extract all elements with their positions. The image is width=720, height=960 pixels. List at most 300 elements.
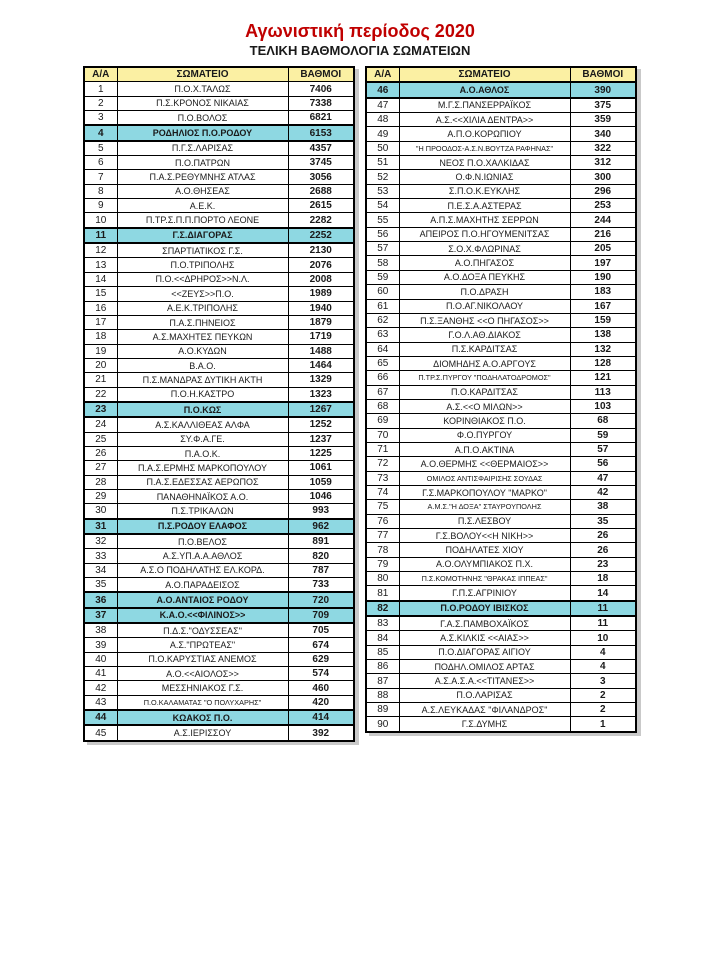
table-row (84, 504, 354, 519)
points-cell: 720 (288, 592, 354, 607)
rank-cell: 40 (84, 652, 117, 666)
points-cell: 1464 (288, 358, 354, 372)
rank-cell: 6 (84, 156, 117, 170)
club-cell: Φ.Ο.ΠΥΡΓΟΥ (399, 428, 570, 442)
rank-cell: 88 (366, 688, 399, 702)
table-row (84, 623, 354, 638)
points-cell: 322 (570, 141, 636, 155)
rank-cell: 49 (366, 127, 399, 141)
rank-cell: 60 (366, 285, 399, 299)
points-cell: 2688 (288, 184, 354, 198)
club-cell: Π.Σ.ΞΑΝΘΗΣ <<Ο ΠΗΓΑΣΟΣ>> (399, 313, 570, 327)
club-cell: Π.Σ.ΚΟΜΟΤΗΝΗΣ "ΘΡΑΚΑΣ ΙΠΠΕΑΣ" (399, 572, 570, 586)
points-cell: 300 (570, 170, 636, 184)
table-row (84, 228, 354, 243)
points-cell: 183 (570, 285, 636, 299)
rank-cell: 27 (84, 461, 117, 475)
club-cell: Π.Δ.Σ."ΟΔΥΣΣΕΑΣ" (117, 623, 288, 638)
points-cell: 26 (570, 529, 636, 543)
rank-cell: 61 (366, 299, 399, 313)
points-cell: 414 (288, 710, 354, 725)
club-cell: Α.Ο.ΔΟΞΑ ΠΕΥΚΗΣ (399, 270, 570, 284)
table-row (84, 258, 354, 272)
points-cell: 1940 (288, 301, 354, 315)
rank-cell: 53 (366, 184, 399, 198)
rank-cell: 56 (366, 227, 399, 241)
rank-cell: 33 (84, 549, 117, 563)
rank-cell: 12 (84, 243, 117, 258)
table-row (366, 631, 636, 645)
club-cell: ΚΟΡΙΝΘΙΑΚΟΣ Π.Ο. (399, 414, 570, 428)
club-cell: Α.Μ.Σ."Η ΔΟΞΑ" ΣΤΑΥΡΟΥΠΟΛΗΣ (399, 500, 570, 514)
club-cell: Π.Ο.Η.ΚΑΣΤΡΟ (117, 387, 288, 402)
rank-cell: 37 (84, 608, 117, 623)
points-cell: 629 (288, 652, 354, 666)
rank-cell: 13 (84, 258, 117, 272)
table-row (84, 489, 354, 503)
points-cell: 11 (570, 616, 636, 631)
table-row (366, 660, 636, 674)
table-row (84, 608, 354, 623)
table-row (366, 371, 636, 385)
table-row (366, 385, 636, 399)
club-cell: Π.Α.Σ.ΕΡΜΗΣ ΜΑΡΚΟΠΟΥΛΟΥ (117, 461, 288, 475)
points-cell: 340 (570, 127, 636, 141)
club-cell: Π.Ο.ΔΡΑΣΗ (399, 285, 570, 299)
table-row (366, 156, 636, 170)
club-cell: Π.Ο.ΡΟΔΟΥ ΙΒΙΣΚΟΣ (399, 601, 570, 616)
table-row (366, 414, 636, 428)
rank-header: Α/Α (84, 67, 117, 82)
table-row (366, 500, 636, 514)
points-cell: 359 (570, 113, 636, 127)
table-row (84, 695, 354, 710)
club-cell: ΔΙΟΜΗΔΗΣ Α.Ο.ΑΡΓΟΥΣ (399, 356, 570, 370)
table-row (366, 313, 636, 327)
points-cell: 460 (288, 681, 354, 695)
rank-cell: 73 (366, 471, 399, 485)
rank-cell: 63 (366, 328, 399, 342)
rank-cell: 38 (84, 623, 117, 638)
points-cell: 253 (570, 199, 636, 213)
points-cell: 2 (570, 703, 636, 717)
table-row (84, 592, 354, 607)
club-header: ΣΩΜΑΤΕΙΟ (117, 67, 288, 82)
points-cell: 392 (288, 725, 354, 740)
club-cell: Π.Ο.ΚΩΣ (117, 402, 288, 417)
points-cell: 244 (570, 213, 636, 227)
club-cell: Α.Σ.ΙΕΡΙΣΣΟΥ (117, 725, 288, 740)
table-row (366, 270, 636, 284)
table-row (366, 529, 636, 543)
table-row (84, 141, 354, 156)
club-cell: Π.Γ.Σ.ΛΑΡΙΣΑΣ (117, 141, 288, 156)
club-cell: ΑΠΕΙΡΟΣ Π.Ο.ΗΓΟΥΜΕΝΙΤΣΑΣ (399, 227, 570, 241)
rank-cell: 71 (366, 442, 399, 456)
table-row (366, 645, 636, 659)
rank-cell: 59 (366, 270, 399, 284)
points-cell: 128 (570, 356, 636, 370)
standings-table-left (83, 66, 355, 742)
club-cell: Π.Ο.ΒΕΛΟΣ (117, 534, 288, 549)
club-cell: ΚΩΑΚΟΣ Π.Ο. (117, 710, 288, 725)
rank-cell: 44 (84, 710, 117, 725)
table-row (366, 184, 636, 198)
points-cell: 216 (570, 227, 636, 241)
rank-cell: 66 (366, 371, 399, 385)
standings-tables (0, 66, 720, 742)
table-row (84, 170, 354, 184)
points-cell: 14 (570, 586, 636, 601)
points-cell: 38 (570, 500, 636, 514)
points-cell: 11 (570, 601, 636, 616)
club-cell: Α.Σ.Ο ΠΟΔΗΛΑΤΗΣ ΕΛ.ΚΟΡΔ. (117, 563, 288, 577)
points-cell: 1061 (288, 461, 354, 475)
table-row (84, 725, 354, 740)
table-row (84, 96, 354, 110)
table-row (84, 432, 354, 446)
club-cell: Π.Α.Σ.ΕΔΕΣΣΑΣ ΑΕΡΩΠΟΣ (117, 475, 288, 489)
points-cell: 1323 (288, 387, 354, 402)
table-row (84, 519, 354, 534)
club-cell: Α.Σ."ΠΡΩΤΕΑΣ" (117, 638, 288, 652)
points-cell: 993 (288, 504, 354, 519)
rank-cell: 7 (84, 170, 117, 184)
club-cell: Α.Σ.ΛΕΥΚΑΔΑΣ "ΦΙΛΑΝΔΡΟΣ" (399, 703, 570, 717)
rank-cell: 36 (84, 592, 117, 607)
club-cell: ΟΜΙΛΟΣ ΑΝΤΙΣΦΑΙΡΙΣΗΣ ΣΟΥΔΑΣ (399, 471, 570, 485)
rank-cell: 18 (84, 330, 117, 344)
club-cell: Π.Σ.ΚΑΡΔΙΤΣΑΣ (399, 342, 570, 356)
table-row (84, 387, 354, 402)
table-row (84, 213, 354, 228)
points-cell: 2076 (288, 258, 354, 272)
table-row (366, 557, 636, 571)
table-row (84, 125, 354, 140)
table-row (84, 373, 354, 387)
points-cell: 3745 (288, 156, 354, 170)
rank-cell: 55 (366, 213, 399, 227)
rank-cell: 41 (84, 667, 117, 681)
points-cell: 6153 (288, 125, 354, 140)
points-cell: 2130 (288, 243, 354, 258)
rank-cell: 20 (84, 358, 117, 372)
table-row (366, 717, 636, 732)
rank-cell: 43 (84, 695, 117, 710)
club-cell: Π.Ε.Σ.Α.ΑΣΤΕΡΑΣ (399, 199, 570, 213)
rank-cell: 34 (84, 563, 117, 577)
table-row (84, 549, 354, 563)
points-cell: 190 (570, 270, 636, 284)
points-header: ΒΑΘΜΟΙ (288, 67, 354, 82)
rank-cell: 23 (84, 402, 117, 417)
rank-cell: 70 (366, 428, 399, 442)
rank-cell: 35 (84, 578, 117, 593)
header-row (84, 67, 354, 82)
points-cell: 2282 (288, 213, 354, 228)
club-cell: Π.Ο.ΠΑΤΡΩΝ (117, 156, 288, 170)
table-row (366, 442, 636, 456)
club-cell: Π.ΤΡ.Σ.ΠΥΡΓΟΥ "ΠΟΔΗΛΑΤΟΔΡΟΜΟΣ" (399, 371, 570, 385)
table-row (366, 703, 636, 717)
points-cell: 1267 (288, 402, 354, 417)
club-cell: Π.ΤΡ.Σ.Π.Π.ΠΟΡΤΟ ΛΕΟΝΕ (117, 213, 288, 228)
rank-cell: 52 (366, 170, 399, 184)
rank-cell: 87 (366, 674, 399, 688)
rank-cell: 68 (366, 399, 399, 413)
club-cell: Π.Α.Σ.ΠΗΝΕΙΟΣ (117, 315, 288, 329)
rank-cell: 65 (366, 356, 399, 370)
points-cell: 1046 (288, 489, 354, 503)
table-row (366, 328, 636, 342)
table-row (366, 356, 636, 370)
rank-cell: 32 (84, 534, 117, 549)
club-cell: Π.Α.Σ.ΡΕΘΥΜΝΗΣ ΑΤΛΑΣ (117, 170, 288, 184)
points-cell: 47 (570, 471, 636, 485)
page-title: Αγωνιστική περίοδος 2020 (245, 21, 475, 41)
rank-cell: 8 (84, 184, 117, 198)
rank-cell: 9 (84, 199, 117, 213)
table-row (84, 184, 354, 198)
table-row (84, 638, 354, 652)
rank-cell: 67 (366, 385, 399, 399)
points-cell: 733 (288, 578, 354, 593)
points-cell: 1 (570, 717, 636, 732)
rank-cell: 76 (366, 514, 399, 528)
table-row (84, 301, 354, 315)
club-cell: ΣΥ.Φ.Α.ΓΕ. (117, 432, 288, 446)
table-row (84, 667, 354, 681)
rank-cell: 14 (84, 272, 117, 286)
club-cell: ΠΑΝΑΘΗΝΑΪΚΟΣ Α.Ο. (117, 489, 288, 503)
rank-cell: 75 (366, 500, 399, 514)
rank-cell: 64 (366, 342, 399, 356)
club-cell: Α.Ο.ΑΘΛΟΣ (399, 82, 570, 97)
rank-cell: 5 (84, 141, 117, 156)
rank-cell: 90 (366, 717, 399, 732)
points-cell: 59 (570, 428, 636, 442)
table-row (84, 652, 354, 666)
club-cell: Γ.Σ.ΒΟΛΟΥ<<Η ΝΙΚΗ>> (399, 529, 570, 543)
table-row (84, 578, 354, 593)
points-cell: 375 (570, 98, 636, 113)
points-cell: 1252 (288, 417, 354, 432)
club-cell: Π.Ο.ΔΙΑΓΟΡΑΣ ΑΙΓΙΟΥ (399, 645, 570, 659)
table-row (366, 601, 636, 616)
table-row (366, 674, 636, 688)
table-row (366, 170, 636, 184)
rank-cell: 22 (84, 387, 117, 402)
points-cell: 962 (288, 519, 354, 534)
rank-cell: 10 (84, 213, 117, 228)
table-row (366, 586, 636, 601)
rank-cell: 54 (366, 199, 399, 213)
points-cell: 1879 (288, 315, 354, 329)
points-cell: 1059 (288, 475, 354, 489)
club-cell: Π.Σ.ΡΟΔΟΥ ΕΛΑΦΟΣ (117, 519, 288, 534)
points-cell: 390 (570, 82, 636, 97)
club-cell: Ο.Φ.Ν.ΙΩΝΙΑΣ (399, 170, 570, 184)
points-header: ΒΑΘΜΟΙ (570, 67, 636, 82)
rank-cell: 74 (366, 485, 399, 499)
table-row (366, 543, 636, 557)
points-cell: 705 (288, 623, 354, 638)
points-cell: 42 (570, 485, 636, 499)
table-row (366, 213, 636, 227)
points-cell: 57 (570, 442, 636, 456)
table-row (366, 485, 636, 499)
table-row (366, 428, 636, 442)
table-row (366, 285, 636, 299)
table-row (366, 471, 636, 485)
rank-cell: 57 (366, 242, 399, 256)
rank-cell: 16 (84, 301, 117, 315)
club-cell: Π.Σ.ΤΡΙΚΑΛΩΝ (117, 504, 288, 519)
table-row (84, 446, 354, 460)
club-cell: Π.Σ.ΛΕΣΒΟΥ (399, 514, 570, 528)
club-cell: Α.Ο.ΠΗΓΑΣΟΣ (399, 256, 570, 270)
club-cell: Α.Ο.ΠΑΡΑΔΕΙΣΟΣ (117, 578, 288, 593)
header-row (366, 67, 636, 82)
table-row (84, 534, 354, 549)
rank-cell: 50 (366, 141, 399, 155)
points-cell: 2252 (288, 228, 354, 243)
table-row (84, 344, 354, 358)
rank-cell: 26 (84, 446, 117, 460)
club-cell: Π.Ο.Χ.ΤΑΛΩΣ (117, 82, 288, 96)
points-cell: 1488 (288, 344, 354, 358)
rank-cell: 81 (366, 586, 399, 601)
table-row (84, 199, 354, 213)
points-cell: 113 (570, 385, 636, 399)
rank-cell: 11 (84, 228, 117, 243)
table-row (84, 563, 354, 577)
rank-cell: 45 (84, 725, 117, 740)
standings-table-right (365, 66, 637, 733)
club-cell: ΝΕΟΣ Π.Ο.ΧΑΛΚΙΔΑΣ (399, 156, 570, 170)
points-cell: 820 (288, 549, 354, 563)
club-cell: Π.Ο.ΚΑΡΔΙΤΣΑΣ (399, 385, 570, 399)
rank-cell: 69 (366, 414, 399, 428)
points-cell: 1329 (288, 373, 354, 387)
table-row (366, 82, 636, 97)
rank-cell: 1 (84, 82, 117, 96)
rank-cell: 15 (84, 287, 117, 301)
table-row (84, 243, 354, 258)
table-row (366, 514, 636, 528)
points-cell: 709 (288, 608, 354, 623)
rank-cell: 78 (366, 543, 399, 557)
points-cell: 159 (570, 313, 636, 327)
points-cell: 312 (570, 156, 636, 170)
club-cell: Π.Ο.ΚΑΡΥΣΤΙΑΣ ΑΝΕΜΟΣ (117, 652, 288, 666)
rank-cell: 58 (366, 256, 399, 270)
club-cell: Α.Ο.ΟΛΥΜΠΙΑΚΟΣ Π.Χ. (399, 557, 570, 571)
rank-cell: 89 (366, 703, 399, 717)
club-cell: Γ.Σ.ΔΙΑΓΟΡΑΣ (117, 228, 288, 243)
rank-cell: 4 (84, 125, 117, 140)
rank-cell: 3 (84, 111, 117, 126)
table-row (84, 272, 354, 286)
points-cell: 23 (570, 557, 636, 571)
club-cell: ΣΠΑΡΤΙΑΤΙΚΟΣ Γ.Σ. (117, 243, 288, 258)
points-cell: 2 (570, 688, 636, 702)
table-row (366, 256, 636, 270)
points-cell: 68 (570, 414, 636, 428)
club-cell: Π.Α.Ο.Κ. (117, 446, 288, 460)
club-cell: Π.Σ.ΚΡΟΝΟΣ ΝΙΚΑΙΑΣ (117, 96, 288, 110)
rank-cell: 24 (84, 417, 117, 432)
table-row (366, 572, 636, 586)
table-row (84, 287, 354, 301)
table-row (366, 342, 636, 356)
rank-cell: 28 (84, 475, 117, 489)
points-cell: 3 (570, 674, 636, 688)
rank-cell: 72 (366, 457, 399, 471)
points-cell: 420 (288, 695, 354, 710)
points-cell: 1719 (288, 330, 354, 344)
points-cell: 26 (570, 543, 636, 557)
club-cell: Γ.Ο.Λ.ΑΘ.ΔΙΑΚΟΣ (399, 328, 570, 342)
table-row (366, 98, 636, 113)
club-cell: ΠΟΔΗΛ.ΟΜΙΛΟΣ ΑΡΤΑΣ (399, 660, 570, 674)
club-cell: Α.Π.Ο.ΚΟΡΩΠΙΟΥ (399, 127, 570, 141)
page-subtitle: ΤΕΛΙΚΗ ΒΑΘΜΟΛΟΓΙΑ ΣΩΜΑΤΕΙΩΝ (249, 43, 471, 58)
points-cell: 296 (570, 184, 636, 198)
table-row (366, 141, 636, 155)
points-cell: 167 (570, 299, 636, 313)
table-row (84, 681, 354, 695)
rank-cell: 21 (84, 373, 117, 387)
table-row (366, 199, 636, 213)
rank-cell: 17 (84, 315, 117, 329)
points-cell: 1225 (288, 446, 354, 460)
points-cell: 138 (570, 328, 636, 342)
club-cell: Α.Π.Ο.ΑΚΤΙΝΑ (399, 442, 570, 456)
club-cell: Γ.Α.Σ.ΠΑΜΒΟΧΑΪΚΟΣ (399, 616, 570, 631)
points-cell: 18 (570, 572, 636, 586)
table-row (84, 710, 354, 725)
club-cell: Γ.Π.Σ.ΑΓΡΙΝΙΟΥ (399, 586, 570, 601)
rank-cell: 80 (366, 572, 399, 586)
rank-cell: 31 (84, 519, 117, 534)
points-cell: 7338 (288, 96, 354, 110)
table-row (366, 127, 636, 141)
points-cell: 103 (570, 399, 636, 413)
table-row (84, 402, 354, 417)
club-cell: Α.Σ.ΜΑΧΗΤΕΣ ΠΕΥΚΩΝ (117, 330, 288, 344)
points-cell: 197 (570, 256, 636, 270)
table-row (366, 227, 636, 241)
club-cell: <<ΖΕΥΣ>>Π.Ο. (117, 287, 288, 301)
club-cell: Α.Ο.ΑΝΤΑΙΟΣ ΡΟΔΟΥ (117, 592, 288, 607)
club-cell: Σ.Π.Ο.Κ.ΕΥΚΛΗΣ (399, 184, 570, 198)
points-cell: 4357 (288, 141, 354, 156)
club-cell: Α.Σ.Α.Σ.Α.<<ΤΙΤΑΝΕΣ>> (399, 674, 570, 688)
points-cell: 2615 (288, 199, 354, 213)
rank-cell: 84 (366, 631, 399, 645)
club-cell: Π.Ο.ΑΓ.ΝΙΚΟΛΑΟΥ (399, 299, 570, 313)
rank-cell: 30 (84, 504, 117, 519)
club-cell: Α.Ο.ΘΕΡΜΗΣ <<ΘΕΡΜΑΙΟΣ>> (399, 457, 570, 471)
club-cell: Β.Α.Ο. (117, 358, 288, 372)
rank-cell: 85 (366, 645, 399, 659)
points-cell: 35 (570, 514, 636, 528)
points-cell: 10 (570, 631, 636, 645)
rank-cell: 62 (366, 313, 399, 327)
points-cell: 6821 (288, 111, 354, 126)
table-row (84, 82, 354, 96)
